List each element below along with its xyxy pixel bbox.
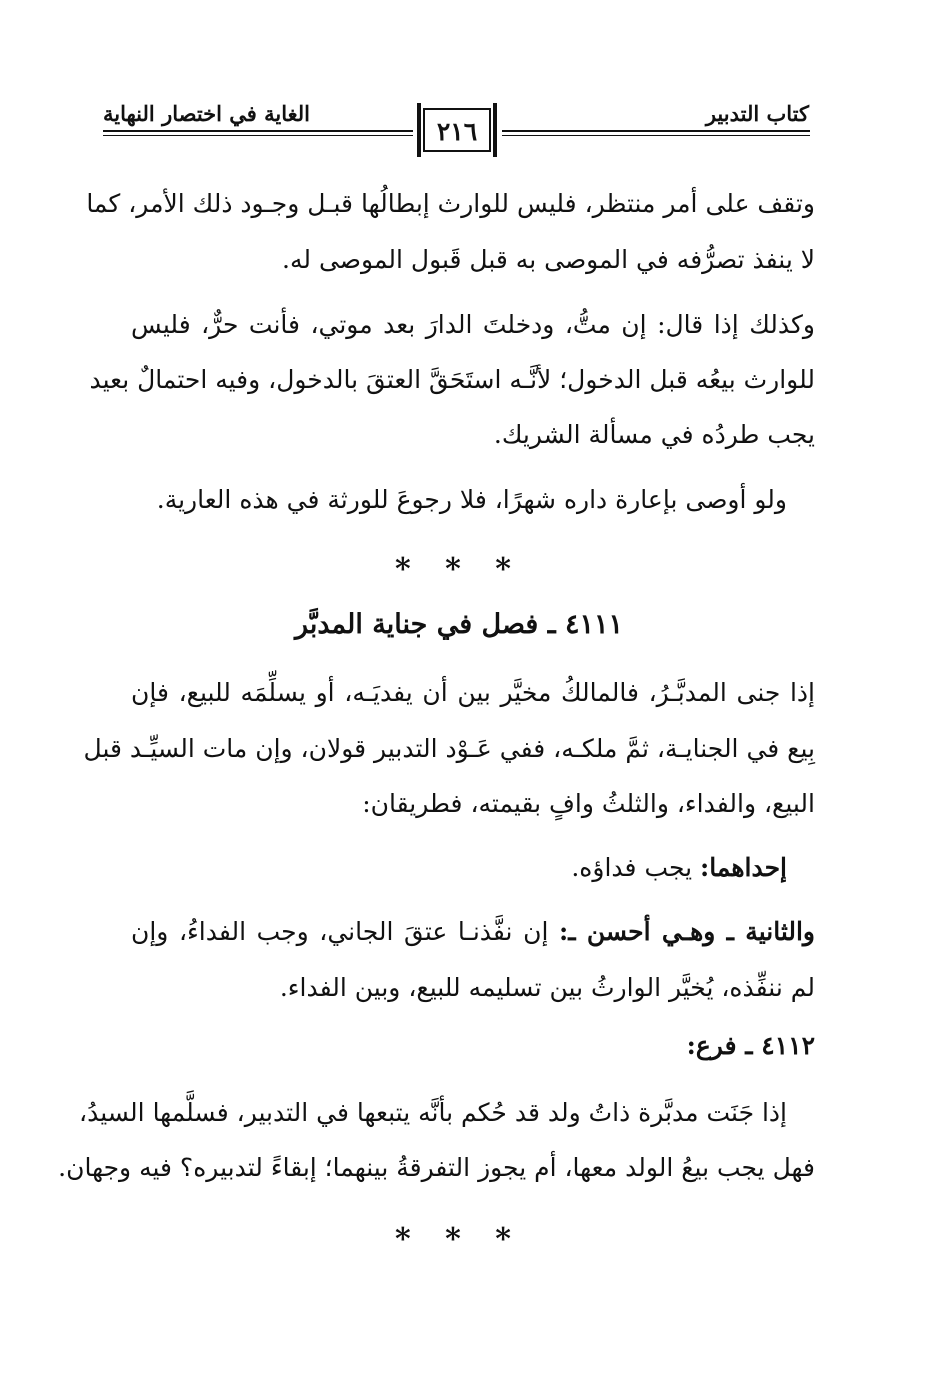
paragraph-line: البيع، والفداء، والثلثُ وافٍ بقيمته، فطريقان:: [362, 789, 815, 818]
header-rule-left: [103, 130, 413, 132]
paragraph-line: بِيع في الجنايـة، ثمَّ ملكـه، ففي عَـوْد التدبير قولان، وإن مات السيِّـد قبل: [83, 734, 815, 763]
paragraph-line: إذا جَنَت مدبَّرة ذاتُ ولد قد حُكم بأنَّه يتبعها في التدبير، فسلَّمها السيدُ،: [79, 1098, 787, 1127]
section-separator: * * *: [395, 552, 523, 587]
paragraph-line: وكذلك إذا قال: إن متُّ، ودخلتَ الدارَ بعد موتي، فأنت حرٌّ، فليس: [131, 310, 815, 339]
header-rule-right-thin: [502, 135, 810, 136]
second-way-text: إن نفَّذنـا عتقَ الجاني، وجب الفداءُ، وإن: [131, 917, 559, 946]
header-rule-left-thin: [103, 135, 413, 136]
second-way-label: والثانية ـ وهـي أحسن ـ:: [558, 917, 816, 946]
running-header: [0, 0, 941, 160]
header-rule-right: [502, 130, 810, 132]
chapter-title: كتاب التدبير: [705, 101, 809, 126]
page-number: ٢١٦: [436, 117, 478, 146]
first-way-label: إحداهما:: [700, 853, 787, 882]
paragraph-line: يجب طردُه في مسألة الشريك.: [493, 420, 815, 449]
branch-heading: ٤١١٢ ـ فرع:: [686, 1031, 815, 1060]
page-number-frame: [414, 103, 500, 157]
section-heading: ٤١١١ ـ فصل في جناية المدبَّر: [294, 609, 624, 640]
paragraph-line: إذا جنى المدبَّـرُ، فالمالكُ مخيَّر بين أن يفديَـه، أو يسلِّمَه للبيع، فإن: [131, 678, 815, 707]
paragraph-line: [131, 912, 815, 952]
paragraph-line: [571, 848, 787, 888]
book-title: الغاية في اختصار النهاية: [103, 101, 310, 126]
paragraph-line: وتقف على أمر منتظر، فليس للوارث إبطالُها قبـل وجـود ذلك الأمر، كما: [86, 189, 815, 218]
paragraph-line: ولو أوصى بإعارة داره شهرًا، فلا رجوعَ للورثة في هذه العارية.: [156, 485, 787, 514]
paragraph-line: للوارث بيعُه قبل الدخول؛ لأنَّـه استَحَقَّ العتقَ بالدخول، وفيه احتمالٌ بعيد: [89, 365, 815, 394]
paragraph-line: فهل يجب بيعُ الولد معها، أم يجوز التفرقةُ بينهما؛ إبقاءً لتدبيره؟ فيه وجهان.: [58, 1153, 815, 1182]
section-separator: * * *: [395, 1222, 523, 1257]
first-way-text: يجب فداؤه.: [571, 853, 701, 882]
paragraph-line: لا ينفذ تصرُّفه في الموصى به قبل قَبول الموصى له.: [282, 245, 815, 274]
paragraph-line: لم ننفِّذه، يُخيَّر الوارثُ بين تسليمه للبيع، وبين الفداء.: [279, 973, 815, 1002]
